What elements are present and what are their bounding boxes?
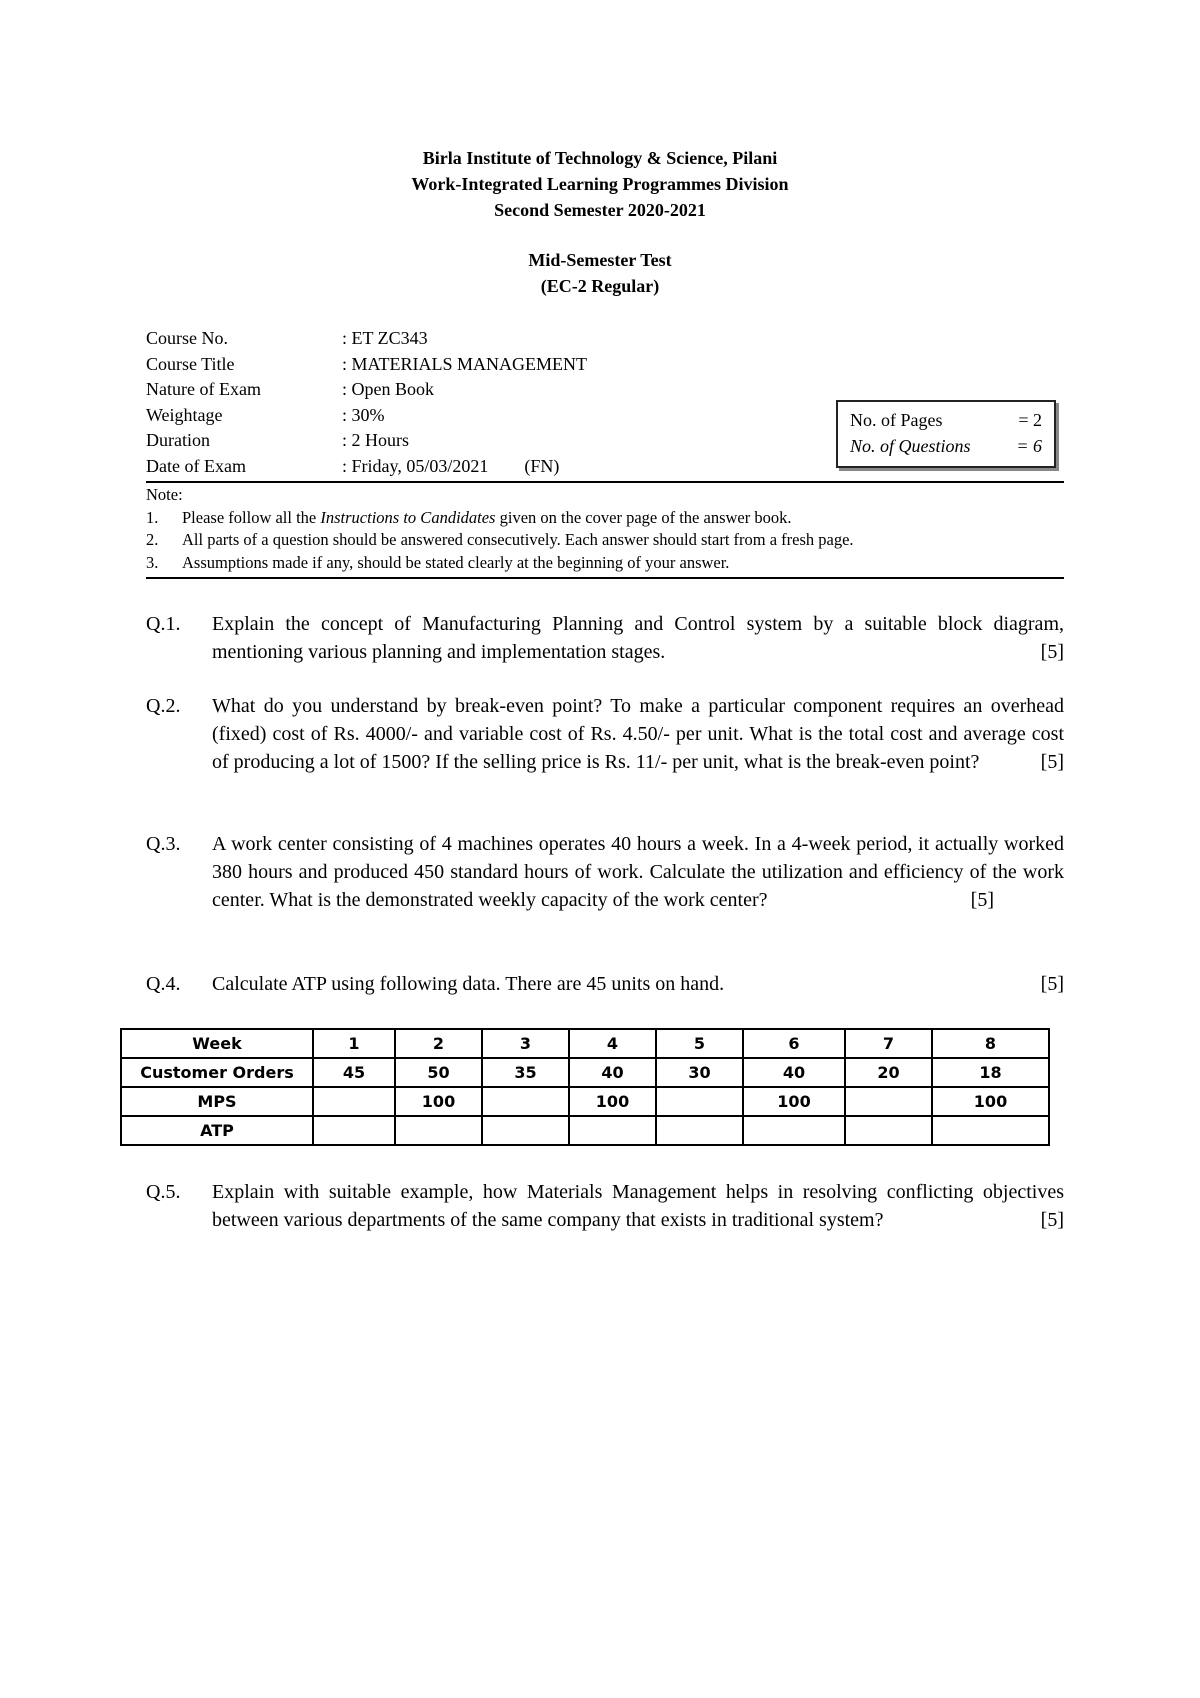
division-name: Work-Integrated Learning Programmes Division	[411, 174, 789, 194]
table-cell	[845, 1116, 932, 1145]
table-cell	[569, 1116, 656, 1145]
table-cell	[482, 1116, 569, 1145]
table-cell: 2	[395, 1029, 482, 1058]
question-body: Explain the concept of Manufacturing Planning and Control system by a suitable block diagram, mentioning various planning and implementation stages.	[212, 613, 1064, 663]
semester: Second Semester 2020-2021	[494, 200, 706, 220]
info-value: : MATERIALS MANAGEMENT	[342, 353, 587, 374]
questions-line	[850, 433, 1042, 459]
info-label: Weightage	[146, 404, 223, 425]
table-cell: 7	[845, 1029, 932, 1058]
info-label: Nature of Exam	[146, 379, 261, 400]
note-item	[146, 507, 1064, 530]
question-body: A work center consisting of 4 machines operates 40 hours a week. In a 4-week period, it actually worked 380 hours and produced 450 standard hours of work. Calculate the utilization and efficiency of the work center. What is the demonstrated weekly capacity of the work center?	[212, 833, 1064, 911]
question	[146, 830, 1064, 914]
table-cell: 6	[743, 1029, 845, 1058]
info-label: Course Title	[146, 353, 235, 374]
table-cell	[482, 1087, 569, 1116]
notes-title: Note:	[146, 485, 183, 504]
table-cell: 40	[743, 1058, 845, 1087]
note-item	[146, 552, 1064, 575]
question-number: Q.2.	[146, 695, 181, 717]
table-cell	[743, 1116, 845, 1145]
note-item	[146, 529, 1064, 552]
question	[146, 610, 1064, 666]
course-info	[146, 326, 587, 480]
table-cell: 5	[656, 1029, 743, 1058]
table-cell: 100	[743, 1087, 845, 1116]
table-cell: 30	[656, 1058, 743, 1087]
question-number: Q.1.	[146, 613, 181, 635]
pages-label: No. of Pages	[850, 410, 943, 430]
question-text	[212, 610, 1064, 666]
table-cell: 100	[395, 1087, 482, 1116]
institute-name: Birla Institute of Technology & Science, Pilani	[422, 148, 778, 168]
table-cell: 50	[395, 1058, 482, 1087]
question	[146, 692, 1064, 776]
info-value: : ET ZC343	[342, 328, 428, 348]
note-text: All parts of a question should be answered consecutively. Each answer should start from a fresh page.	[182, 530, 854, 549]
question-marks: [5]	[1040, 973, 1064, 995]
info-row	[146, 403, 587, 429]
note-number: 3.	[146, 552, 159, 572]
note-text: Assumptions made if any, should be stated clearly at the beginning of your answer.	[182, 552, 730, 572]
table-cell: Week	[121, 1029, 313, 1058]
question-marks: [5]	[1040, 1209, 1064, 1231]
info-value: : Friday, 05/03/2021	[342, 455, 489, 476]
info-row	[146, 428, 587, 454]
table-cell: 40	[569, 1058, 656, 1087]
exam-summary-box	[836, 400, 1056, 468]
note-emphasis: Instructions to Candidates	[320, 507, 496, 527]
table-cell: 20	[845, 1058, 932, 1087]
pages-line	[850, 407, 1042, 433]
note-text-part: Please follow all the	[182, 507, 321, 527]
table-cell: 1	[313, 1029, 395, 1058]
question-body: Calculate ATP using following data. There are 45 units on hand.	[212, 973, 725, 995]
question-text	[212, 830, 1064, 914]
session-tag: (FN)	[524, 455, 560, 476]
info-value: : 2 Hours	[342, 430, 409, 451]
table-row	[121, 1087, 1049, 1116]
table-cell: Customer Orders	[121, 1058, 313, 1087]
info-row	[146, 454, 587, 480]
question-body: Explain with suitable example, how Materials Management helps in resolving conflicting objectives between various departments of the same company that exists in traditional system?	[212, 1181, 1064, 1231]
pages-value: = 2	[1018, 410, 1042, 430]
table-cell: 100	[932, 1087, 1049, 1116]
note-text	[182, 507, 791, 530]
note-number: 1.	[146, 507, 159, 527]
table-row	[121, 1116, 1049, 1145]
table-cell	[656, 1087, 743, 1116]
table-cell: 18	[932, 1058, 1049, 1087]
questions-label: No. of Questions	[850, 436, 971, 456]
table-cell: 100	[569, 1087, 656, 1116]
info-value: : 30%	[342, 404, 385, 425]
test-title: Mid-Semester Test	[528, 250, 672, 270]
divider	[146, 481, 1064, 483]
table-cell	[313, 1087, 395, 1116]
info-row	[146, 326, 587, 352]
test-type: (EC-2 Regular)	[540, 276, 660, 296]
atp-table	[120, 1028, 1050, 1146]
question-number: Q.5.	[146, 1181, 181, 1203]
table-cell: ATP	[121, 1116, 313, 1145]
table-cell: MPS	[121, 1087, 313, 1116]
question-number: Q.4.	[146, 973, 181, 995]
info-row	[146, 377, 587, 403]
question-number: Q.3.	[146, 833, 181, 855]
question-marks: [5]	[970, 889, 994, 911]
note-text-part: given on the cover page of the answer book.	[495, 507, 792, 527]
table-cell: 45	[313, 1058, 395, 1087]
info-label: Course No.	[146, 328, 228, 348]
question-text	[212, 970, 1064, 998]
question-marks: [5]	[1040, 641, 1064, 663]
table-cell	[932, 1116, 1049, 1145]
info-label: Duration	[146, 430, 210, 451]
info-label: Date of Exam	[146, 455, 246, 476]
table-row	[121, 1029, 1049, 1058]
table-cell: 8	[932, 1029, 1049, 1058]
table-cell	[313, 1116, 395, 1145]
questions-value: = 6	[1016, 436, 1042, 456]
note-number: 2.	[146, 530, 159, 549]
question-text	[212, 692, 1064, 776]
info-row	[146, 352, 587, 378]
question	[146, 970, 1064, 998]
table-cell	[656, 1116, 743, 1145]
notes-section	[146, 484, 1064, 574]
question-text	[212, 1178, 1064, 1234]
question	[146, 1178, 1064, 1234]
table-cell	[395, 1116, 482, 1145]
table-row	[121, 1058, 1049, 1087]
table-cell: 4	[569, 1029, 656, 1058]
table-cell	[845, 1087, 932, 1116]
table-cell: 3	[482, 1029, 569, 1058]
table-cell: 35	[482, 1058, 569, 1087]
info-value: : Open Book	[342, 379, 434, 400]
question-marks: [5]	[1040, 751, 1064, 773]
divider	[146, 577, 1064, 579]
question-body: What do you understand by break-even point? To make a particular component requires an overhead (fixed) cost of Rs. 4000/- and variable cost of Rs. 4.50/- per unit. What is the total cost and average cost of producing a lot of 1500? If the selling price is Rs. 11/- per unit, what is the break-even point?	[212, 695, 1064, 773]
